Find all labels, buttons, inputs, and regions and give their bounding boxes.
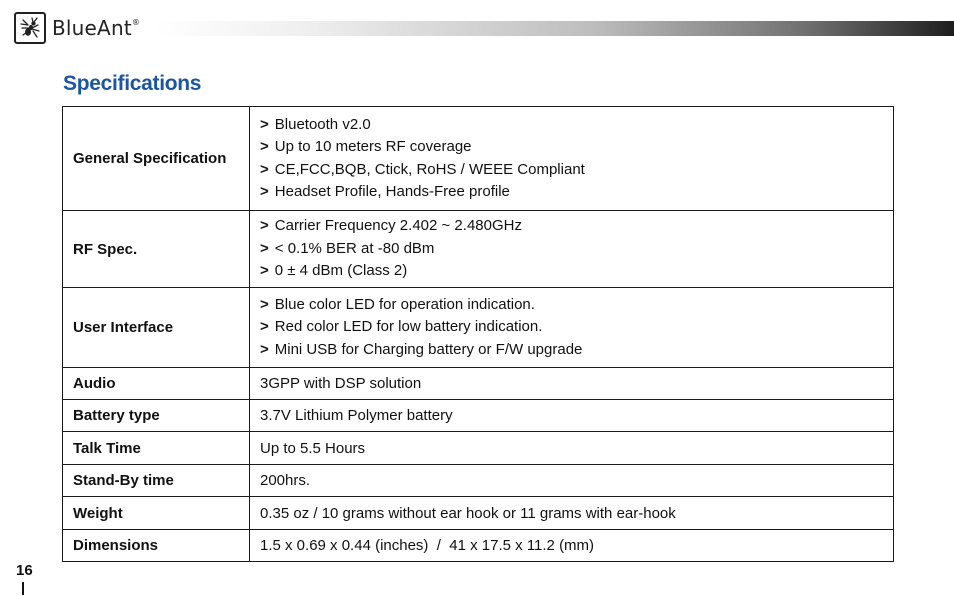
- row-label: Stand-By time: [63, 465, 250, 497]
- row-label: Weight: [63, 497, 250, 530]
- list-item: > Bluetooth v2.0: [260, 115, 371, 133]
- header-gradient-bar: [154, 21, 954, 36]
- list-item: > 0 ± 4 dBm (Class 2): [260, 262, 408, 280]
- row-value: 0.35 oz / 10 grams without ear hook or 11 grams with ear-hook: [250, 497, 894, 530]
- table-row: [63, 368, 894, 400]
- row-value: Up to 5.5 Hours: [250, 432, 894, 465]
- page-number: 16: [16, 562, 33, 579]
- list-item: > Mini USB for Charging battery or F/W upgrade: [260, 340, 583, 358]
- row-label: User Interface: [63, 288, 250, 368]
- row-value: 1.5 x 0.69 x 0.44 (inches) / 41 x 17.5 x 11.2 (mm): [250, 530, 894, 562]
- list-item: > < 0.1% BER at -80 dBm: [260, 239, 435, 257]
- list-item: > Blue color LED for operation indication.: [260, 295, 535, 313]
- list-item: > Headset Profile, Hands-Free profile: [260, 183, 510, 200]
- row-value: [250, 107, 894, 211]
- row-label: RF Spec.: [63, 211, 250, 288]
- table-row: [63, 530, 894, 562]
- table-row: [63, 211, 894, 288]
- row-value: 3GPP with DSP solution: [250, 368, 894, 400]
- list-item: > Carrier Frequency 2.402 ~ 2.480GHz: [260, 217, 522, 235]
- table-row: [63, 400, 894, 432]
- table-row: [63, 465, 894, 497]
- row-label: Audio: [63, 368, 250, 400]
- table-row: [63, 107, 894, 211]
- row-label: General Specification: [63, 107, 250, 211]
- row-value: [250, 211, 894, 288]
- row-label: Dimensions: [63, 530, 250, 562]
- brand-logo: BlueAnt®: [52, 16, 141, 40]
- row-value: 3.7V Lithium Polymer battery: [250, 400, 894, 432]
- page-divider: [22, 582, 24, 595]
- specifications-table: [62, 106, 894, 562]
- row-label: Talk Time: [63, 432, 250, 465]
- table-row: [63, 432, 894, 465]
- row-value: [250, 288, 894, 368]
- page-title: Specifications: [63, 72, 202, 95]
- ant-icon: [14, 12, 46, 44]
- page-header: [14, 12, 954, 46]
- table-row: [63, 497, 894, 530]
- list-item: > CE,FCC,BQB, Ctick, RoHS / WEEE Compliant: [260, 160, 585, 178]
- list-item: > Red color LED for low battery indication.: [260, 318, 543, 336]
- table-row: [63, 288, 894, 368]
- row-label: Battery type: [63, 400, 250, 432]
- list-item: > Up to 10 meters RF coverage: [260, 138, 472, 155]
- row-value: 200hrs.: [250, 465, 894, 497]
